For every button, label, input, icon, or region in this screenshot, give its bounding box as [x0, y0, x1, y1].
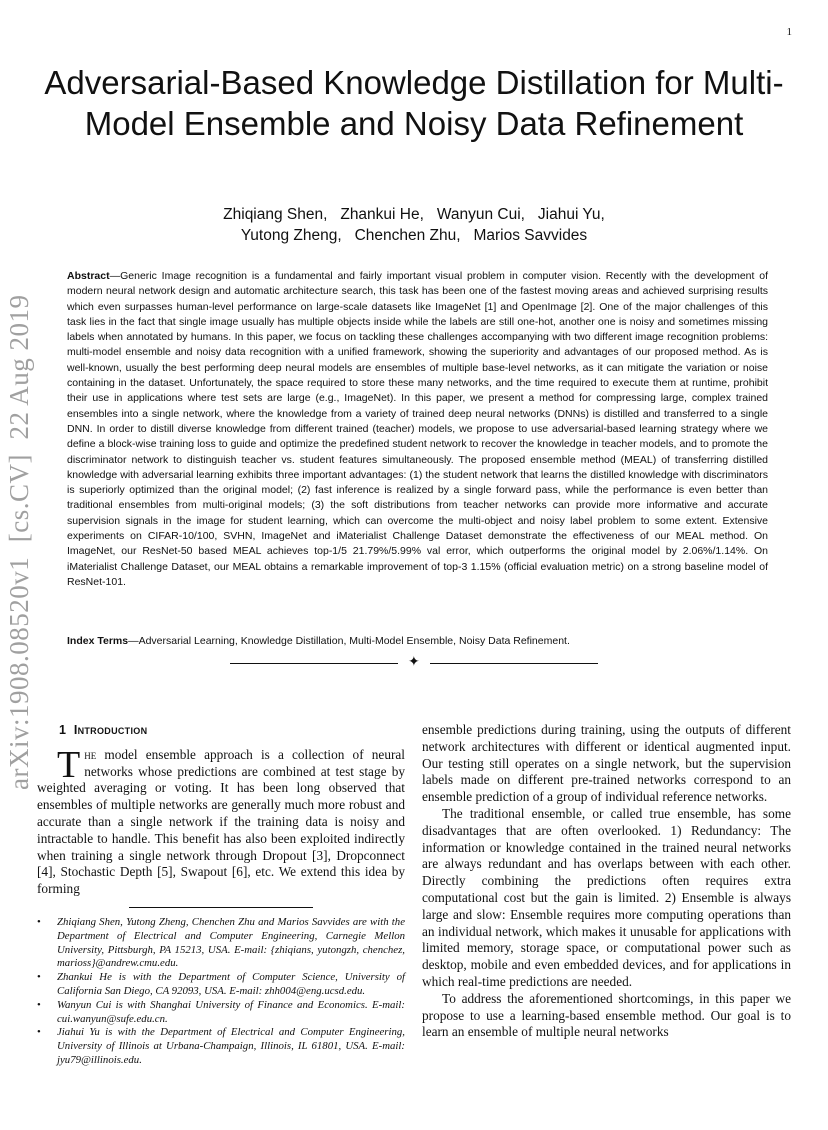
- page-number: 1: [786, 26, 792, 38]
- section-heading: [59, 722, 405, 739]
- author-line-2: Yutong Zheng, Chenchen Zhu, Marios Savvides: [240, 227, 588, 244]
- intro-paragraph-1: [37, 743, 405, 898]
- left-column: [37, 722, 405, 1068]
- footnote-item: • Zhankui He is with the Department of Computer Science, University of California San Diego, CA 92093, USA. E-mail: zhh004@eng.ucsd.edu.: [37, 971, 405, 999]
- section-number: 1: [59, 723, 67, 737]
- author-list: [60, 204, 768, 246]
- divider-line-left: [230, 663, 398, 664]
- index-terms-text: —Adversarial Learning, Knowledge Distillation, Multi-Model Ensemble, Noisy Data Refinement.: [128, 635, 570, 647]
- index-terms-label: Index Terms: [67, 635, 129, 647]
- drop-cap: T: [57, 743, 81, 786]
- intro-paragraph-4: To address the aforementioned shortcomings, in this paper we propose to use a learning-based ensemble method. Our goal is to learn an ensemble of multiple neural networks: [422, 990, 791, 1040]
- diamond-icon: ✦: [408, 654, 420, 670]
- intro-paragraph-1-text: model ensemble approach is a collection of neural networks whose predictions are combined at test stage by weighted averaging or voting. It has been long observed that ensembles of multiple networks are generally much more robust and accurate than a single network if the training data is noisy and intractable to handle. This benefit has also been exploited indirectly when training a single network through Dropout [3], Dropconnect [4], Stochastic Depth [5], Swapout [6], etc. We extend this idea by forming: [37, 746, 405, 897]
- abstract: [67, 269, 768, 590]
- paper-title: Adversarial-Based Knowledge Distillation for Multi-Model Ensemble and Noisy Data Refinement: [44, 64, 784, 142]
- dropcap-continuation: he: [84, 746, 97, 762]
- intro-paragraph-3: The traditional ensemble, or called true ensemble, has some disadvantages that are often overlooked. 1) Redundancy: The information or knowledge contained in the trained neural networks are always redundant and has overlaps between with each other. Directly combining the predictions often requires extra computational cost but the gain is limited. 2) Ensemble is always large and slow: Ensemble requires more computing operations than an individual network, which makes it unusable for applications with limited memory, storage space, or computational power such as desktop, mobile and even embedded devices, and for applications in which real-time predictions are needed.: [422, 805, 791, 989]
- footnote-item: • Zhiqiang Shen, Yutong Zheng, Chenchen Zhu and Marios Savvides are with the Department of Electrical and Computer Engineering, Carnegie Mellon University, Pittsburgh, PA 15213, USA. E-mail: {zhiqians, yutongzh, chenchez, marioss}@andrew.cmu.edu.: [37, 916, 405, 971]
- arxiv-stamp: arXiv:1908.08520v1 [cs.CV] 22 Aug 2019: [4, 294, 34, 790]
- footnote-rule: [129, 907, 313, 908]
- right-column: [422, 722, 791, 1041]
- intro-paragraph-2: ensemble predictions during training, using the outputs of different network architectures with different or identical augmented input. Our testing still operates on a single network, but the supervision labels made on different pre-trained networks correspond to an ensemble prediction of a group of individual reference networks.: [422, 722, 791, 805]
- footnote-item: • Jiahui Yu is with the Department of Electrical and Computer Engineering, University of Illinois at Urbana-Champaign, Illinois, IL 61801, USA. E-mail: jyu79@illinois.edu.: [37, 1026, 405, 1067]
- author-footnotes: [37, 916, 405, 1068]
- abstract-label: Abstract: [67, 270, 110, 282]
- section-divider: [230, 656, 598, 670]
- author-line-1: Zhiqiang Shen, Zhankui He, Wanyun Cui, Jiahui Yu,: [223, 206, 605, 223]
- divider-line-right: [430, 663, 598, 664]
- index-terms: [67, 634, 768, 649]
- footnote-item: • Wanyun Cui is with Shanghai University of Finance and Economics. E-mail: cui.wanyun@sufe.edu.cn.: [37, 999, 405, 1027]
- section-title: Introduction: [73, 723, 148, 737]
- abstract-text: —Generic Image recognition is a fundamental and fairly important visual problem in computer vision. Recently with the development of modern neural network design and automatic architecture search, this task has been one of the fastest moving areas and achieved surprising results which even surpasses human-level performance on large-scale datasets like ImageNet [1] and OpenImage [2]. One of the major challenges of this task lies in the fact that single image usually has multiple objects inside while the labels are still one-hot, another one is noisy and sometimes missing labels when annotated by humans. In this paper, we focus on tackling these challenges accompanying with two different image recognition problems: multi-model ensemble and noisy data recognition with a unified framework, showing the superiority and advantages of our proposed method. As is well-known, usually the best performing deep neural models are ensembles of multiple base-level networks, as it can mitigate the variation or noise containing in the dataset. Unfortunately, the space required to store these many networks, and the time required to execute them at runtime, prohibit their use in applications where test sets are large (e.g., ImageNet). In this paper, we present a method for compressing large, complex trained ensembles into a single network, where the knowledge from a variety of trained deep neural networks (DNNs) is distilled and transferred to a single DNN. In order to distill diverse knowledge from different trained (teacher) models, we propose to use adversarial-based learning strategy where we define a block-wise training loss to guide and optimize the predefined student network to recover the knowledge in teacher models, and to promote the discriminator network to distinguish teacher vs. student features simultaneously. The proposed ensemble method (MEAL) of transferring distilled knowledge with adversarial learning exhibits three important advantages: (1) the student network that learns the distilled knowledge with discriminators is superiorly optimized than the original model; (2) fast inference is realized by a single forward pass, while the performance is even better than traditional ensembles from multi-original models; (3) the soft distributions from teacher networks can provide more informative and accurate supervision signals in the image for student learning, which can overcome the multi-object and noisy label problem to some extent. Extensive experiments on CIFAR-10/100, SVHN, ImageNet and iMaterialist Challenge Dataset demonstrate the effectiveness of our MEAL method. On ImageNet, our ResNet-50 based MEAL achieves top-1/5 21.79%/5.99% val error, which outperforms the original model by 2.06%/1.14%. On iMaterialist Challenge Dataset, our MEAL obtains a remarkable improvement of top-3 1.15% (official evaluation metric) on a strong baseline model of ResNet-101.: [67, 270, 768, 588]
